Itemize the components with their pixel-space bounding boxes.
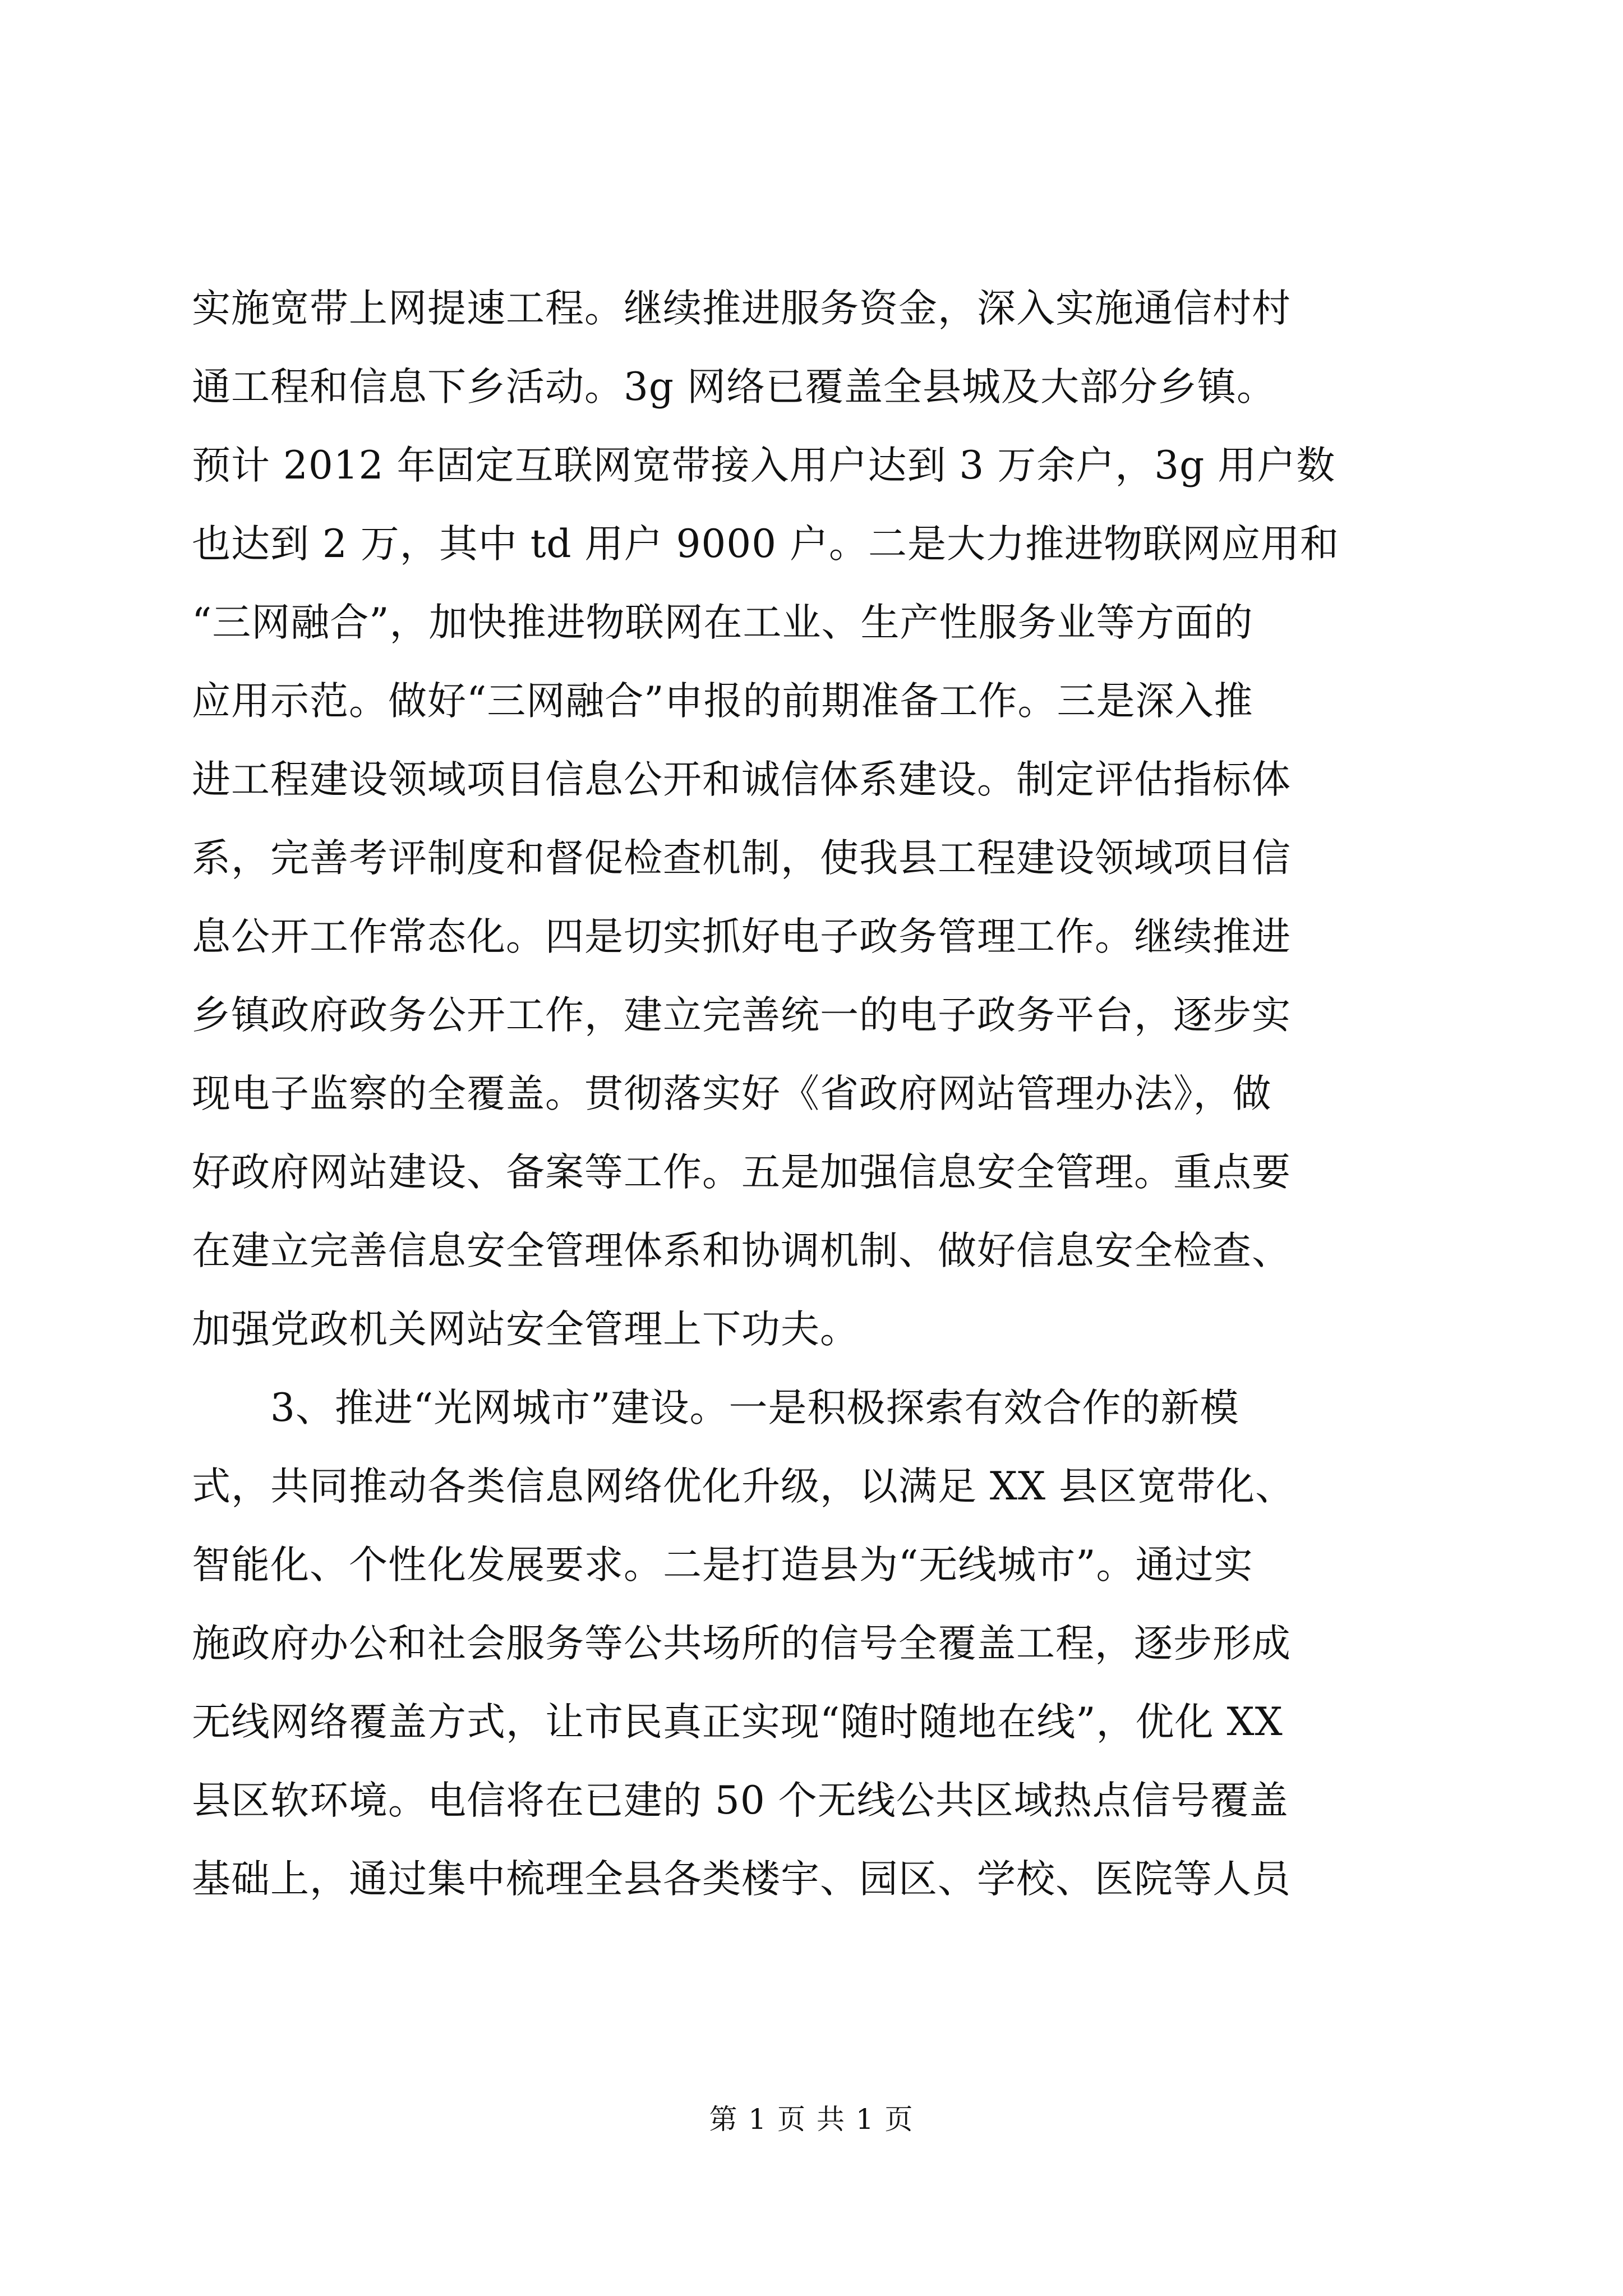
text-line: 预计 2012 年固定互联网宽带接入用户达到 3 万余户，3g 用户数 xyxy=(192,443,1336,488)
text-line: “三网融合”，加快推进物联网在工业、生产性服务业等方面的 xyxy=(192,600,1253,645)
text-line: 施政府办公和社会服务等公共场所的信号全覆盖工程，逐步形成 xyxy=(192,1621,1291,1666)
text-line: 乡镇政府政务公开工作，建立完善统一的电子政务平台，逐步实 xyxy=(192,993,1291,1038)
text-line: 也达到 2 万，其中 td 用户 9000 户。二是大力推进物联网应用和 xyxy=(192,522,1339,567)
text-line: 在建立完善信息安全管理体系和协调机制、做好信息安全检查、 xyxy=(192,1228,1291,1273)
text-line: 应用示范。做好“三网融合”申报的前期准备工作。三是深入推 xyxy=(192,679,1253,724)
text-line: 无线网络覆盖方式，让市民真正实现“随时随地在线”，优化 XX xyxy=(192,1700,1283,1745)
text-line: 基础上，通过集中梳理全县各类楼宇、园区、学校、医院等人员 xyxy=(192,1857,1291,1902)
paragraph-first-line: 3、推进“光网城市”建设。一是积极探索有效合作的新模 xyxy=(270,1386,1239,1430)
text-line: 现电子监察的全覆盖。贯彻落实好《省政府网站管理办法》，做 xyxy=(192,1071,1272,1116)
text-line: 县区软环境。电信将在已建的 50 个无线公共区域热点信号覆盖 xyxy=(192,1778,1289,1823)
text-line: 智能化、个性化发展要求。二是打造县为“无线城市”。通过实 xyxy=(192,1543,1253,1588)
text-line: 息公开工作常态化。四是切实抓好电子政务管理工作。继续推进 xyxy=(192,914,1291,959)
text-line: 好政府网站建设、备案等工作。五是加强信息安全管理。重点要 xyxy=(192,1150,1291,1195)
text-line: 实施宽带上网提速工程。继续推进服务资金，深入实施通信村村 xyxy=(192,286,1291,331)
text-line: 进工程建设领域项目信息公开和诚信体系建设。制定评估指标体 xyxy=(192,757,1291,802)
text-line: 系，完善考评制度和督促检查机制，使我县工程建设领域项目信 xyxy=(192,836,1291,881)
page-number-footer: 第 1 页 共 1 页 xyxy=(709,2103,914,2136)
text-line: 通工程和信息下乡活动。3g 网络已覆盖全县城及大部分乡镇。 xyxy=(192,365,1276,409)
text-line: 加强党政机关网站安全管理上下功夫。 xyxy=(192,1307,859,1352)
text-line: 式，共同推动各类信息网络优化升级，以满足 XX 县区宽带化、 xyxy=(192,1464,1295,1509)
